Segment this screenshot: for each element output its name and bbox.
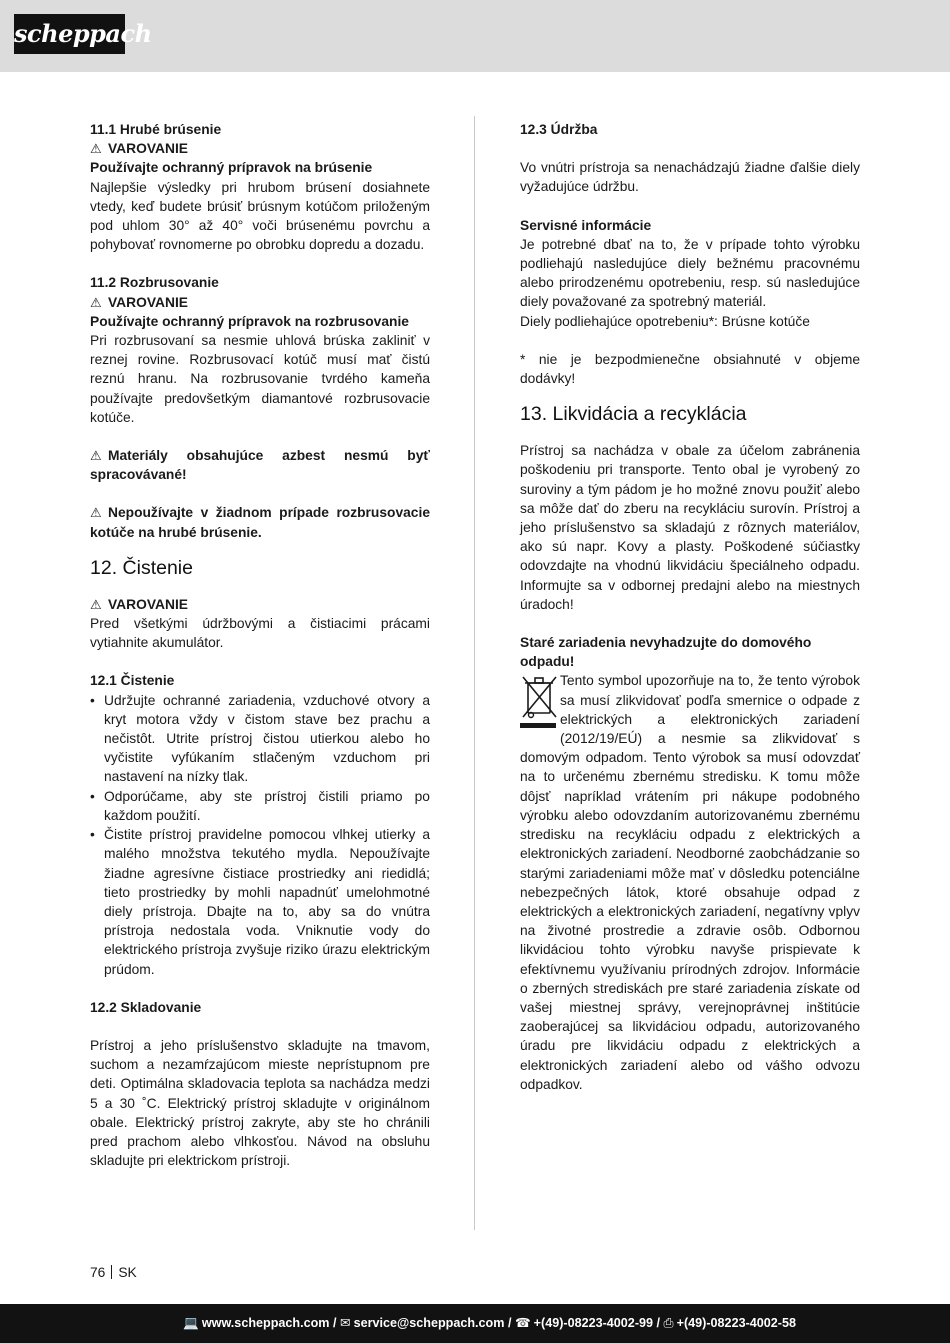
section-11-2-body: Pri rozbrusovaní sa nesmie uhlová brúska zakliniť v reznej rovine. Rozbrusovací kotúč musí mať čistú reznú hranu. Na rozbrusovanie tvrdého kameňa používajte predovšetkým diamantové rozbrusovacie kotúče. [90,333,430,425]
weee-block [520,671,860,1093]
list-item: • Odporúčame, aby ste prístroj čistili priamo po každom použití. [90,787,430,825]
wear-parts: Diely podliehajúce opotrebeniu*: Brúsne kotúče [520,313,810,329]
column-divider [474,116,475,1230]
right-column [520,120,860,1094]
section-12-2-title: 12.2 Skladovanie [90,999,202,1015]
section-13-heading: 13. Likvidácia a recyklácia [520,403,747,426]
section-12-2-body: Prístroj a jeho príslušenstvo skladujte na tmavom, suchom a nezamŕzajúcom mieste neprístupnom pre deti. Optimálna skladovacia teplota sa nachádza medzi 5 a 30 ˚C. Elektrický prístroj skladujte v originálnom obale. Elektrický prístroj zakryte, aby ste ho chránili pred prachom alebo vlhkosťou. Návod na obsluhu skladujte pri elektrickom prístroji. [90,1037,430,1169]
cleaning-list [90,691,430,979]
old-devices-title: Staré zariadenia nevyhadzujte do domového odpadu! [520,635,812,670]
warning-label: ⚠ VAROVANIE [90,293,430,312]
header-band [0,0,950,72]
disc-warning: ⚠ Nepoužívajte v žiadnom prípade rozbrusovacie kotúče na hrubé brúsenie. [90,505,430,540]
page-number: 76 [90,1265,106,1280]
contact-footer-bar [0,1304,950,1343]
section-11-2-subtitle: Používajte ochranný prípravok na rozbrusovanie [90,313,409,329]
email-link[interactable]: service@scheppach.com [353,1316,505,1330]
language-code: SK [118,1265,137,1280]
wear-parts-note: * nie je bezpodmienečne obsiahnuté v objeme dodávky! [520,351,860,387]
warning-triangle-icon: ⚠ [90,505,102,521]
section-11-1-body: Najlepšie výsledky pri hrubom brúsení dosiahnete vtedy, keď budete brúsiť brúsnym kotúčom priloženým pod uhlom 30° až 40° voči brúsenému povrchu a pohybovať rovnomerne po obrobku dopredu a dozadu. [90,179,430,253]
page-footer-label [90,1265,137,1280]
section-11-1-title: 11.1 Hrubé brúsenie [90,122,222,137]
list-item: • Udržujte ochranné zariadenia, vzduchové otvory a kryt motora vždy v čistom stave bez prachu a nečistôt. Utrite prístroj čistou utierkou alebo ho vyčistite vyfúkaním stlačeným vzduchom pri nastavení na nízky tlak. [90,691,430,787]
service-info-title: Servisné informácie [520,217,652,233]
section-12-3-body: Vo vnútri prístroja sa nenachádzajú žiadne ďalšie diely vyžadujúce údržbu. [520,160,860,195]
contact-line: 💻 www.scheppach.com / ✉ service@scheppach.com / ☎ +(49)-08223-4002-99 / ⎙ +(49)-08223-4002-58 [183,1316,796,1330]
section-12-intro: Pred všetkými údržbovými a čistiacimi prácami vytiahnite akumulátor. [90,616,430,651]
computer-icon: 💻 [183,1316,199,1330]
warning-label: ⚠ VAROVANIE [90,595,430,614]
left-column [90,120,430,1170]
list-item: • Čistite prístroj pravidelne pomocou vlhkej utierky a malého množstva tekutého mydla. Nepoužívajte žiadne agresívne čistiace prostriedky ani riedidlá; tieto prostriedky by mohli napadnúť umelohmotné diely prístroja. Dbajte na to, aby sa do vnútra prístroja nedostala voda. Vniknutie vody do elektrického prístroja zvyšuje riziko úrazu elektrickým prúdom. [90,825,430,979]
section-13-body: Prístroj sa nachádza v obale za účelom zabránenia poškodeniu pri transporte. Tento obal je vyrobený zo suroviny a tým pádom je ho možné znovu použiť alebo sa môže dať do zberu na recykláciu surovín. Prístroj a jeho príslušenstvo sa skladajú z rôznych materiálov, ako sú napr. Kovy a plasty. Poškodené súčiastky odovzdajte na vhodnú likvidáciu špeciálneho odpadu. Informujte sa v odbornej predajni alebo na miestnych úradoch! [520,443,860,612]
website-link[interactable]: www.scheppach.com [201,1316,330,1330]
section-12-heading: 12. Čistenie [90,556,193,579]
fax-number: +(49)-08223-4002-58 [676,1316,796,1330]
phone-icon: ☎ [514,1316,531,1330]
asbestos-warning: ⚠ Materiály obsahujúce azbest nesmú byť spracovávané! [90,448,430,483]
section-11-2-title: 11.2 Rozbrusovanie [90,275,219,291]
warning-triangle-icon: ⚠ [90,294,102,310]
section-12-3-title: 12.3 Údržba [520,122,598,137]
warning-label: ⚠ VAROVANIE [90,139,430,158]
fax-icon: ⎙ [663,1316,674,1330]
crossed-out-bin-icon [520,673,560,735]
service-info-body: Je potrebné dbať na to, že v prípade tohto výrobku podliehajú nasledujúce diely bežnému pracovnému alebo prirodzenému opotrebeniu, resp. sú nasledujúce diely považované za spotrebný materiál. [520,236,860,310]
phone-number: +(49)-08223-4002-99 [533,1316,654,1330]
mail-icon: ✉ [340,1316,351,1330]
warning-triangle-icon: ⚠ [90,448,102,464]
section-12-1-title: 12.1 Čistenie [90,673,175,689]
weee-text: Tento symbol upozorňuje na to, že tento výrobok sa musí zlikvidovať podľa smernice o odpade z elektrických a elektronických zariadení (2012/19/EÚ) a nesmie sa zlikvidovať s domovým odpadom. Tento výrobok sa musí odovzdať na to určenému zbernému stredisku. K tomu môže dôjsť napríklad vrátením pri nákupe podobného výrobku alebo odovzdaním autorizovanému zbernému stredisku na recykláciu odpadu z elektrických a elektronických zariadení. Neodborné zaobchádzanie so starými zariadeniami môže mať v dôsledku potenciálne nebezpečných látok, ktoré obsahuje odpad z elektrických a elektronických zariadení, negatívny vplyv na životné prostredie a zdravie osôb. Odbornou likvidáciou tohto výrobku navyše prispievate k efektívnemu využívaniu prírodných zdrojov. Informácie o zberných strediskách pre staré zariadenia získate od vašej miestnej správy, verejnoprávnej inštitúcie zaoberajúcej sa likvidáciou odpadu, autorizovaného úradu pre likvidáciu odpadu z elektrických a elektronických zariadení alebo od vášho odvozu odpadkov. [520,673,860,1092]
warning-triangle-icon: ⚠ [90,596,102,612]
scheppach-logo: scheppach [14,14,125,54]
section-11-1-subtitle: Používajte ochranný prípravok na brúsenie [90,160,373,176]
warning-triangle-icon: ⚠ [90,141,102,157]
footer-separator [111,1265,112,1279]
